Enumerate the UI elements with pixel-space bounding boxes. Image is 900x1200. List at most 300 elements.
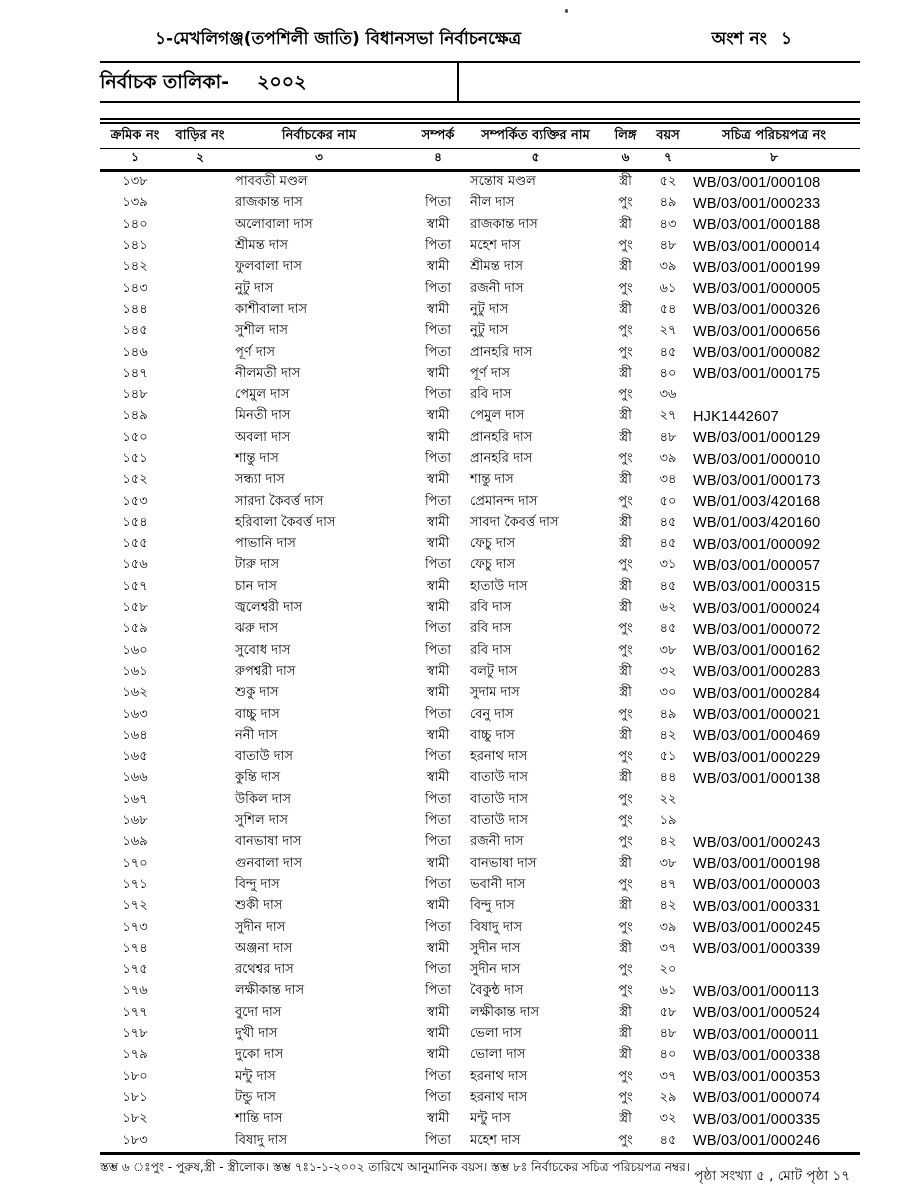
voter-row bbox=[100, 470, 860, 491]
house-no-cell bbox=[170, 236, 230, 257]
age-cell: ৩২ bbox=[659, 1111, 677, 1127]
voter-row bbox=[100, 981, 860, 1002]
col-number-8: ৮ bbox=[688, 149, 860, 171]
serial-cell: ১৭৯ bbox=[122, 1047, 148, 1063]
relative-name-cell: সুদীন দাস bbox=[470, 962, 521, 978]
gender-cell: স্ত্রী bbox=[619, 663, 632, 679]
house-no-cell bbox=[170, 917, 230, 938]
gender-cell: পুং bbox=[618, 323, 633, 339]
house-no-cell bbox=[170, 555, 230, 576]
house-no-cell bbox=[170, 875, 230, 896]
age-cell: ৬১ bbox=[659, 983, 677, 999]
relation-cell: স্বামী bbox=[426, 1026, 450, 1042]
house-no-cell bbox=[170, 641, 230, 662]
serial-cell: ১৫৩ bbox=[122, 493, 148, 509]
relative-name-cell: মন্টু দাস bbox=[470, 1111, 511, 1127]
elector-name-cell: গুনবালা দাস bbox=[235, 855, 303, 871]
house-no-cell bbox=[170, 981, 230, 1002]
age-cell: ৪৯ bbox=[659, 195, 677, 211]
scan-artifact-dot bbox=[565, 9, 568, 13]
age-cell: ৪০ bbox=[659, 365, 677, 381]
relative-name-cell: নুটু দাস bbox=[470, 301, 509, 317]
epic-id-cell: WB/03/001/000108 bbox=[693, 174, 821, 191]
epic-id-cell: WB/03/001/000469 bbox=[693, 728, 821, 745]
age-cell: ৩৬ bbox=[659, 387, 677, 403]
age-cell: ৩৮ bbox=[659, 855, 677, 871]
elector-name-cell: দুকো দাস bbox=[235, 1047, 284, 1063]
epic-id-cell: WB/01/003/420160 bbox=[693, 515, 821, 532]
voter-row bbox=[100, 683, 860, 704]
relative-name-cell: বিষাদু দাস bbox=[470, 919, 523, 935]
gender-cell: পুং bbox=[618, 344, 633, 360]
voter-row bbox=[100, 832, 860, 853]
elector-name-cell: লক্ষীকান্ত দাস bbox=[235, 983, 305, 999]
house-no-cell bbox=[170, 768, 230, 789]
relation-cell: স্বামী bbox=[426, 536, 450, 552]
serial-cell: ১৭৭ bbox=[122, 1004, 148, 1020]
relative-name-cell: বাতাউ দাস bbox=[470, 791, 528, 807]
age-cell: ৪২ bbox=[659, 834, 677, 850]
relation-cell: পিতা bbox=[424, 557, 452, 573]
age-cell: ৩৮ bbox=[659, 642, 677, 658]
epic-id-cell: WB/03/001/000315 bbox=[693, 579, 821, 596]
serial-cell: ১৫৯ bbox=[122, 621, 148, 637]
house-no-cell bbox=[170, 321, 230, 342]
serial-cell: ১৬২ bbox=[122, 685, 148, 701]
house-no-cell bbox=[170, 683, 230, 704]
voter-row bbox=[100, 854, 860, 875]
epic-id-cell: WB/03/001/000010 bbox=[693, 451, 821, 468]
footer-notes: স্তম্ভ ৬ ঃপুং - পুরুষ,স্ত্রী - স্ত্রীলোক। স্তম্ভ ৭ঃ১-১-২০০২ তারিখে আনুমানিক বয়স। স্তম্ভ ৮ঃ নির্বাচকের সচিত্র পরিচয়পত্র নম্বর। bbox=[100, 1159, 691, 1174]
relative-name-cell: লক্ষীকান্ত দাস bbox=[470, 1004, 540, 1020]
relative-name-cell: বিন্দু দাস bbox=[470, 898, 515, 914]
gender-cell: পুং bbox=[618, 1132, 633, 1148]
gender-cell: পুং bbox=[618, 876, 633, 892]
constituency-title: ১-মেখলিগঞ্জ(তপশিলী জাতি) বিধানসভা নির্বাচনক্ষেত্র bbox=[155, 29, 522, 49]
age-cell: ৪৩ bbox=[659, 216, 677, 232]
relation-cell: পিতা bbox=[424, 1068, 452, 1084]
epic-id-cell: WB/03/001/000524 bbox=[693, 1005, 821, 1022]
relative-name-cell: ফেচু দাস bbox=[470, 557, 516, 573]
relation-cell: স্বামী bbox=[426, 898, 450, 914]
relation-cell: স্বামী bbox=[426, 408, 450, 424]
relative-name-cell: রবি দাস bbox=[470, 600, 512, 616]
epic-id-cell: WB/03/001/000283 bbox=[693, 664, 821, 681]
gender-cell: স্ত্রী bbox=[619, 770, 632, 786]
col-header-elector-name: নির্বাচকের নাম bbox=[230, 124, 408, 149]
house-no-cell bbox=[170, 342, 230, 363]
elector-name-cell: শুকু দাস bbox=[235, 685, 279, 701]
serial-cell: ১৬৬ bbox=[122, 770, 148, 786]
age-cell: ৩২ bbox=[659, 663, 677, 679]
relation-cell: পিতা bbox=[424, 749, 452, 765]
house-no-cell bbox=[170, 428, 230, 449]
epic-id-cell: WB/01/003/420168 bbox=[693, 494, 821, 511]
serial-cell: ১৫০ bbox=[122, 429, 148, 445]
gender-cell: পুং bbox=[618, 557, 633, 573]
part-number-value: ১ bbox=[780, 29, 792, 49]
serial-cell: ১৭৪ bbox=[122, 940, 148, 956]
relative-name-cell: রাজকান্ত দাস bbox=[470, 216, 538, 232]
epic-id-cell: WB/03/001/000188 bbox=[693, 217, 821, 234]
elector-name-cell: উকিল দাস bbox=[235, 791, 291, 807]
serial-cell: ১৪১ bbox=[122, 238, 148, 254]
voter-row bbox=[100, 917, 860, 938]
gender-cell: পুং bbox=[618, 195, 633, 211]
voter-row bbox=[100, 257, 860, 278]
house-no-cell bbox=[170, 939, 230, 960]
elector-name-cell: রুপশ্বরী দাস bbox=[235, 663, 296, 679]
voter-table-body bbox=[100, 171, 860, 1152]
elector-name-cell: কুন্তি দাস bbox=[235, 770, 281, 786]
relative-name-cell: হরনাথ দাস bbox=[470, 1089, 528, 1105]
relation-cell: স্বামী bbox=[426, 1111, 450, 1127]
serial-cell: ১৫৭ bbox=[122, 578, 148, 594]
age-cell: ৪২ bbox=[659, 898, 677, 914]
elector-name-cell: সারদা কৈবর্ত্ত দাস bbox=[235, 493, 324, 509]
age-cell: ২৭ bbox=[659, 408, 677, 424]
elector-name-cell: বাতাউ দাস bbox=[235, 749, 293, 765]
gender-cell: পুং bbox=[618, 791, 633, 807]
house-no-cell bbox=[170, 1003, 230, 1024]
house-no-cell bbox=[170, 662, 230, 683]
relation-cell: স্বামী bbox=[426, 365, 450, 381]
epic-id-cell: WB/03/001/000656 bbox=[693, 323, 821, 340]
age-cell: ৪৫ bbox=[659, 514, 677, 530]
relative-name-cell: শান্তু দাস bbox=[470, 472, 514, 488]
voter-row bbox=[100, 449, 860, 470]
col-number-5: ৫ bbox=[468, 149, 603, 171]
relative-name-cell: বলটু দাস bbox=[470, 663, 518, 679]
epic-id-cell: WB/03/001/000014 bbox=[693, 238, 821, 255]
voter-row bbox=[100, 811, 860, 832]
relation-cell: পিতা bbox=[424, 706, 452, 722]
epic-id-cell: WB/03/001/000082 bbox=[693, 345, 821, 362]
col-header-relative-name: সম্পর্কিত ব্যক্তির নাম bbox=[468, 124, 603, 149]
col-number-2: ২ bbox=[170, 149, 230, 171]
voter-row bbox=[100, 619, 860, 640]
relation-cell: পিতা bbox=[424, 344, 452, 360]
relation-cell: স্বামী bbox=[426, 301, 450, 317]
house-no-cell bbox=[170, 577, 230, 598]
gender-cell: পুং bbox=[618, 1089, 633, 1105]
voter-row bbox=[100, 577, 860, 598]
elector-name-cell: কাশীবালা দাস bbox=[235, 301, 308, 317]
house-no-cell bbox=[170, 385, 230, 406]
gender-cell: পুং bbox=[618, 280, 633, 296]
serial-cell: ১৪২ bbox=[122, 259, 148, 275]
epic-id-cell: WB/03/001/000233 bbox=[693, 195, 821, 212]
relative-name-cell: সুদাম দাস bbox=[470, 685, 520, 701]
elector-name-cell: নুটু দাস bbox=[235, 280, 274, 296]
relative-name-cell: ভোলা দাস bbox=[470, 1047, 526, 1063]
elector-name-cell: বিন্দু দাস bbox=[235, 876, 280, 892]
relation-cell: স্বামী bbox=[426, 472, 450, 488]
relative-name-cell: সাবদা কৈবর্ত্ত দাস bbox=[470, 514, 559, 530]
relation-cell: পিতা bbox=[424, 834, 452, 850]
house-no-cell bbox=[170, 257, 230, 278]
age-cell: ৪২ bbox=[659, 727, 677, 743]
serial-cell: ১৪০ bbox=[122, 216, 148, 232]
house-no-cell bbox=[170, 726, 230, 747]
voter-row bbox=[100, 747, 860, 768]
serial-cell: ১৪৯ bbox=[122, 408, 148, 424]
house-no-cell bbox=[170, 300, 230, 321]
house-no-cell bbox=[170, 1024, 230, 1045]
voter-row bbox=[100, 193, 860, 214]
house-no-cell bbox=[170, 513, 230, 534]
relative-name-cell: নীল দাস bbox=[470, 195, 515, 211]
gender-cell: স্ত্রী bbox=[619, 685, 632, 701]
relative-name-cell: পেমুল দাস bbox=[470, 408, 525, 424]
voter-row bbox=[100, 790, 860, 811]
house-no-cell bbox=[170, 1130, 230, 1151]
relation-cell: পিতা bbox=[424, 813, 452, 829]
gender-cell: পুং bbox=[618, 493, 633, 509]
gender-cell: স্ত্রী bbox=[619, 301, 632, 317]
serial-cell: ১৪৮ bbox=[122, 387, 148, 403]
serial-cell: ১৬৮ bbox=[122, 813, 148, 829]
voter-table-header bbox=[100, 124, 860, 171]
age-cell: ৪৯ bbox=[659, 706, 677, 722]
serial-cell: ১৬৪ bbox=[122, 727, 148, 743]
house-no-cell bbox=[170, 1109, 230, 1130]
voter-row bbox=[100, 428, 860, 449]
gender-cell: স্ত্রী bbox=[619, 174, 632, 190]
col-header-epic-id: সচিত্র পরিচয়পত্র নং bbox=[688, 124, 860, 149]
age-cell: ৩১ bbox=[659, 557, 677, 573]
house-no-cell bbox=[170, 811, 230, 832]
elector-name-cell: শুকী দাস bbox=[235, 898, 283, 914]
voter-row bbox=[100, 1003, 860, 1024]
voter-row bbox=[100, 406, 860, 427]
gender-cell: স্ত্রী bbox=[619, 855, 632, 871]
house-no-cell bbox=[170, 470, 230, 491]
relation-cell: পিতা bbox=[424, 1089, 452, 1105]
elector-name-cell: সুশীল দাস bbox=[235, 323, 289, 339]
relation-cell: স্বামী bbox=[426, 663, 450, 679]
roll-title-text bbox=[100, 68, 307, 100]
voter-row bbox=[100, 1109, 860, 1130]
serial-cell: ১৪৪ bbox=[122, 301, 148, 317]
voter-row bbox=[100, 641, 860, 662]
elector-name-cell: বানভাষা দাস bbox=[235, 834, 302, 850]
epic-id-cell: WB/03/001/000229 bbox=[693, 749, 821, 766]
elector-name-cell: শান্তু দাস bbox=[235, 451, 279, 466]
epic-id-cell: WB/03/001/000072 bbox=[693, 621, 821, 638]
age-cell: ৪৫ bbox=[659, 578, 677, 594]
col-number-1: ১ bbox=[100, 149, 170, 171]
gender-cell: পুং bbox=[618, 621, 633, 637]
relative-name-cell: প্রানহরি দাস bbox=[470, 451, 533, 466]
relative-name-cell: ফেচু দাস bbox=[470, 536, 516, 552]
voter-row bbox=[100, 364, 860, 385]
epic-id-cell: WB/03/001/000074 bbox=[693, 1090, 821, 1107]
serial-cell: ১৮২ bbox=[122, 1111, 148, 1127]
elector-name-cell: টারু দাস bbox=[235, 557, 280, 573]
elector-name-cell: পূর্ণ দাস bbox=[235, 344, 276, 360]
relation-cell: পিতা bbox=[424, 962, 452, 978]
part-number-label: অংশ নং bbox=[711, 29, 767, 49]
epic-id-cell: WB/03/001/000011 bbox=[693, 1026, 820, 1043]
serial-cell: ১৫৬ bbox=[122, 557, 148, 573]
elector-name-cell: রাজকান্ত দাস bbox=[235, 195, 303, 211]
elector-name-cell: নীলমতী দাস bbox=[235, 365, 301, 381]
voter-row bbox=[100, 662, 860, 683]
relative-name-cell: হরনাথ দাস bbox=[470, 749, 528, 765]
col-header-gender: লিঙ্গ bbox=[603, 124, 648, 149]
vertical-divider-line bbox=[457, 63, 459, 101]
epic-id-cell: WB/03/001/000284 bbox=[693, 685, 821, 702]
age-cell: ৬২ bbox=[659, 600, 677, 616]
gender-cell: স্ত্রী bbox=[619, 259, 632, 275]
elector-name-cell: বাচ্চু দাস bbox=[235, 706, 280, 722]
epic-id-cell: WB/03/001/000024 bbox=[693, 600, 821, 617]
serial-cell: ১৬১ bbox=[122, 663, 148, 679]
age-cell: ৩৭ bbox=[659, 940, 677, 956]
page-count: পৃষ্ঠা সংখ্যা ৫ , মোট পৃষ্ঠা ১৭ bbox=[694, 1167, 850, 1184]
roll-year: ২০০২ bbox=[257, 71, 307, 93]
age-cell: ৫০ bbox=[659, 493, 677, 509]
relative-name-cell: বৈকুন্ঠ দাস bbox=[470, 983, 524, 999]
house-no-cell bbox=[170, 832, 230, 853]
relation-cell: পিতা bbox=[424, 642, 452, 658]
voter-row bbox=[100, 704, 860, 725]
age-cell: ৪৮ bbox=[659, 238, 677, 254]
epic-id-cell: WB/03/001/000003 bbox=[693, 877, 821, 894]
relation-cell: স্বামী bbox=[426, 259, 450, 275]
column-numbers-row bbox=[100, 149, 860, 171]
elector-name-cell: হরিবালা কৈবর্ত্ত দাস bbox=[235, 514, 336, 530]
relative-name-cell: বাতাউ দাস bbox=[470, 813, 528, 829]
elector-name-cell: পাভানি দাস bbox=[235, 536, 296, 552]
age-cell: ৬১ bbox=[659, 280, 677, 296]
gender-cell: স্ত্রী bbox=[619, 940, 632, 956]
col-number-6: ৬ bbox=[603, 149, 648, 171]
col-number-3: ৩ bbox=[230, 149, 408, 171]
page-footer bbox=[100, 1159, 860, 1188]
elector-name-cell: মিনতী দাস bbox=[235, 408, 291, 424]
relative-name-cell: মহেশ দাস bbox=[470, 1132, 521, 1148]
age-cell: ৩৯ bbox=[659, 919, 677, 935]
elector-name-cell: মন্টু দাস bbox=[235, 1068, 276, 1084]
house-no-cell bbox=[170, 1045, 230, 1066]
relation-cell: স্বামী bbox=[426, 685, 450, 701]
serial-cell: ১৫১ bbox=[122, 451, 148, 466]
relative-name-cell: হাতাউ দাস bbox=[470, 578, 528, 594]
voter-row bbox=[100, 555, 860, 576]
house-no-cell bbox=[170, 215, 230, 236]
relative-name-cell: ভবানী দাস bbox=[470, 876, 526, 892]
age-cell: ৩৪ bbox=[659, 472, 677, 488]
elector-name-cell: দুখী দাস bbox=[235, 1026, 278, 1042]
voter-table bbox=[100, 124, 860, 1152]
relative-name-cell: নুটু দাস bbox=[470, 323, 509, 339]
relation-cell: পিতা bbox=[424, 451, 452, 466]
voter-row bbox=[100, 1045, 860, 1066]
house-no-cell bbox=[170, 491, 230, 512]
gender-cell: স্ত্রী bbox=[619, 536, 632, 552]
serial-cell: ১৬৯ bbox=[122, 834, 148, 850]
voter-row bbox=[100, 1066, 860, 1087]
gender-cell: স্ত্রী bbox=[619, 472, 632, 488]
relation-cell: পিতা bbox=[424, 876, 452, 892]
house-no-cell bbox=[170, 278, 230, 299]
elector-name-cell: শ্রীমন্ত দাস bbox=[235, 238, 289, 254]
voter-row bbox=[100, 896, 860, 917]
elector-name-cell: রথেশ্বর দাস bbox=[235, 962, 294, 978]
elector-name-cell: শান্তি দাস bbox=[235, 1111, 283, 1127]
gender-cell: স্ত্রী bbox=[619, 365, 632, 381]
gender-cell: স্ত্রী bbox=[619, 1026, 632, 1042]
voter-row bbox=[100, 1130, 860, 1151]
age-cell: ৪৫ bbox=[659, 536, 677, 552]
relation-cell bbox=[408, 171, 468, 194]
serial-cell: ১৪৬ bbox=[122, 344, 148, 360]
relative-name-cell: প্রানহরি দাস bbox=[470, 344, 533, 360]
voter-row bbox=[100, 321, 860, 342]
gender-cell: পুং bbox=[618, 451, 633, 466]
gender-cell: স্ত্রী bbox=[619, 514, 632, 530]
gender-cell: স্ত্রী bbox=[619, 1047, 632, 1063]
relation-cell: পিতা bbox=[424, 983, 452, 999]
epic-id-cell: WB/03/001/000335 bbox=[693, 1111, 821, 1128]
gender-cell: পুং bbox=[618, 983, 633, 999]
elector-name-cell: সন্ধ্যা দাস bbox=[235, 472, 285, 488]
voter-row bbox=[100, 300, 860, 321]
relation-cell: পিতা bbox=[424, 1132, 452, 1148]
elector-name-cell: সুদীন দাস bbox=[235, 919, 286, 935]
relation-cell: পিতা bbox=[424, 493, 452, 509]
gender-cell: স্ত্রী bbox=[619, 578, 632, 594]
epic-id-cell bbox=[688, 790, 860, 811]
serial-cell: ১৭৩ bbox=[122, 919, 148, 935]
age-cell: ১৯ bbox=[659, 813, 677, 829]
voter-row bbox=[100, 215, 860, 236]
relative-name-cell: প্রেমানন্দ দাস bbox=[470, 493, 538, 509]
epic-id-cell: WB/03/001/000113 bbox=[693, 983, 820, 1000]
col-header-serial: ক্রমিক নং bbox=[100, 124, 170, 149]
relation-cell: স্বামী bbox=[426, 600, 450, 616]
relative-name-cell: রজনী দাস bbox=[470, 834, 524, 850]
age-cell: ৩৯ bbox=[659, 259, 677, 275]
relative-name-cell: শ্রীমন্ত দাস bbox=[470, 259, 524, 275]
relation-cell: পিতা bbox=[424, 621, 452, 637]
relative-name-cell: প্রানহরি দাস bbox=[470, 429, 533, 445]
relative-name-cell: রবি দাস bbox=[470, 387, 512, 403]
relative-name-cell: মহেশ দাস bbox=[470, 238, 521, 254]
voter-row bbox=[100, 491, 860, 512]
epic-id-cell: WB/03/001/000331 bbox=[693, 898, 821, 915]
relation-cell: স্বামী bbox=[426, 216, 450, 232]
gender-cell: স্ত্রী bbox=[619, 1004, 632, 1020]
age-cell: ২০ bbox=[659, 962, 677, 978]
elector-name-cell: অবলা দাস bbox=[235, 429, 291, 445]
gender-cell: স্ত্রী bbox=[619, 216, 632, 232]
serial-cell: ১৪৫ bbox=[122, 323, 148, 339]
epic-id-cell: HJK1442607 bbox=[693, 408, 779, 425]
relative-name-cell: বাচ্চু দাস bbox=[470, 727, 515, 743]
voter-row bbox=[100, 534, 860, 555]
epic-id-cell: WB/03/001/000092 bbox=[693, 536, 821, 553]
relation-cell: স্বামী bbox=[426, 770, 450, 786]
house-no-cell bbox=[170, 406, 230, 427]
relative-name-cell: সন্তোষ মণ্ডল bbox=[470, 174, 536, 190]
col-header-house: বাড়ির নং bbox=[170, 124, 230, 149]
epic-id-cell: WB/03/001/000005 bbox=[693, 281, 821, 298]
relative-name-cell: হরনাথ দাস bbox=[470, 1068, 528, 1084]
gender-cell: পুং bbox=[618, 834, 633, 850]
